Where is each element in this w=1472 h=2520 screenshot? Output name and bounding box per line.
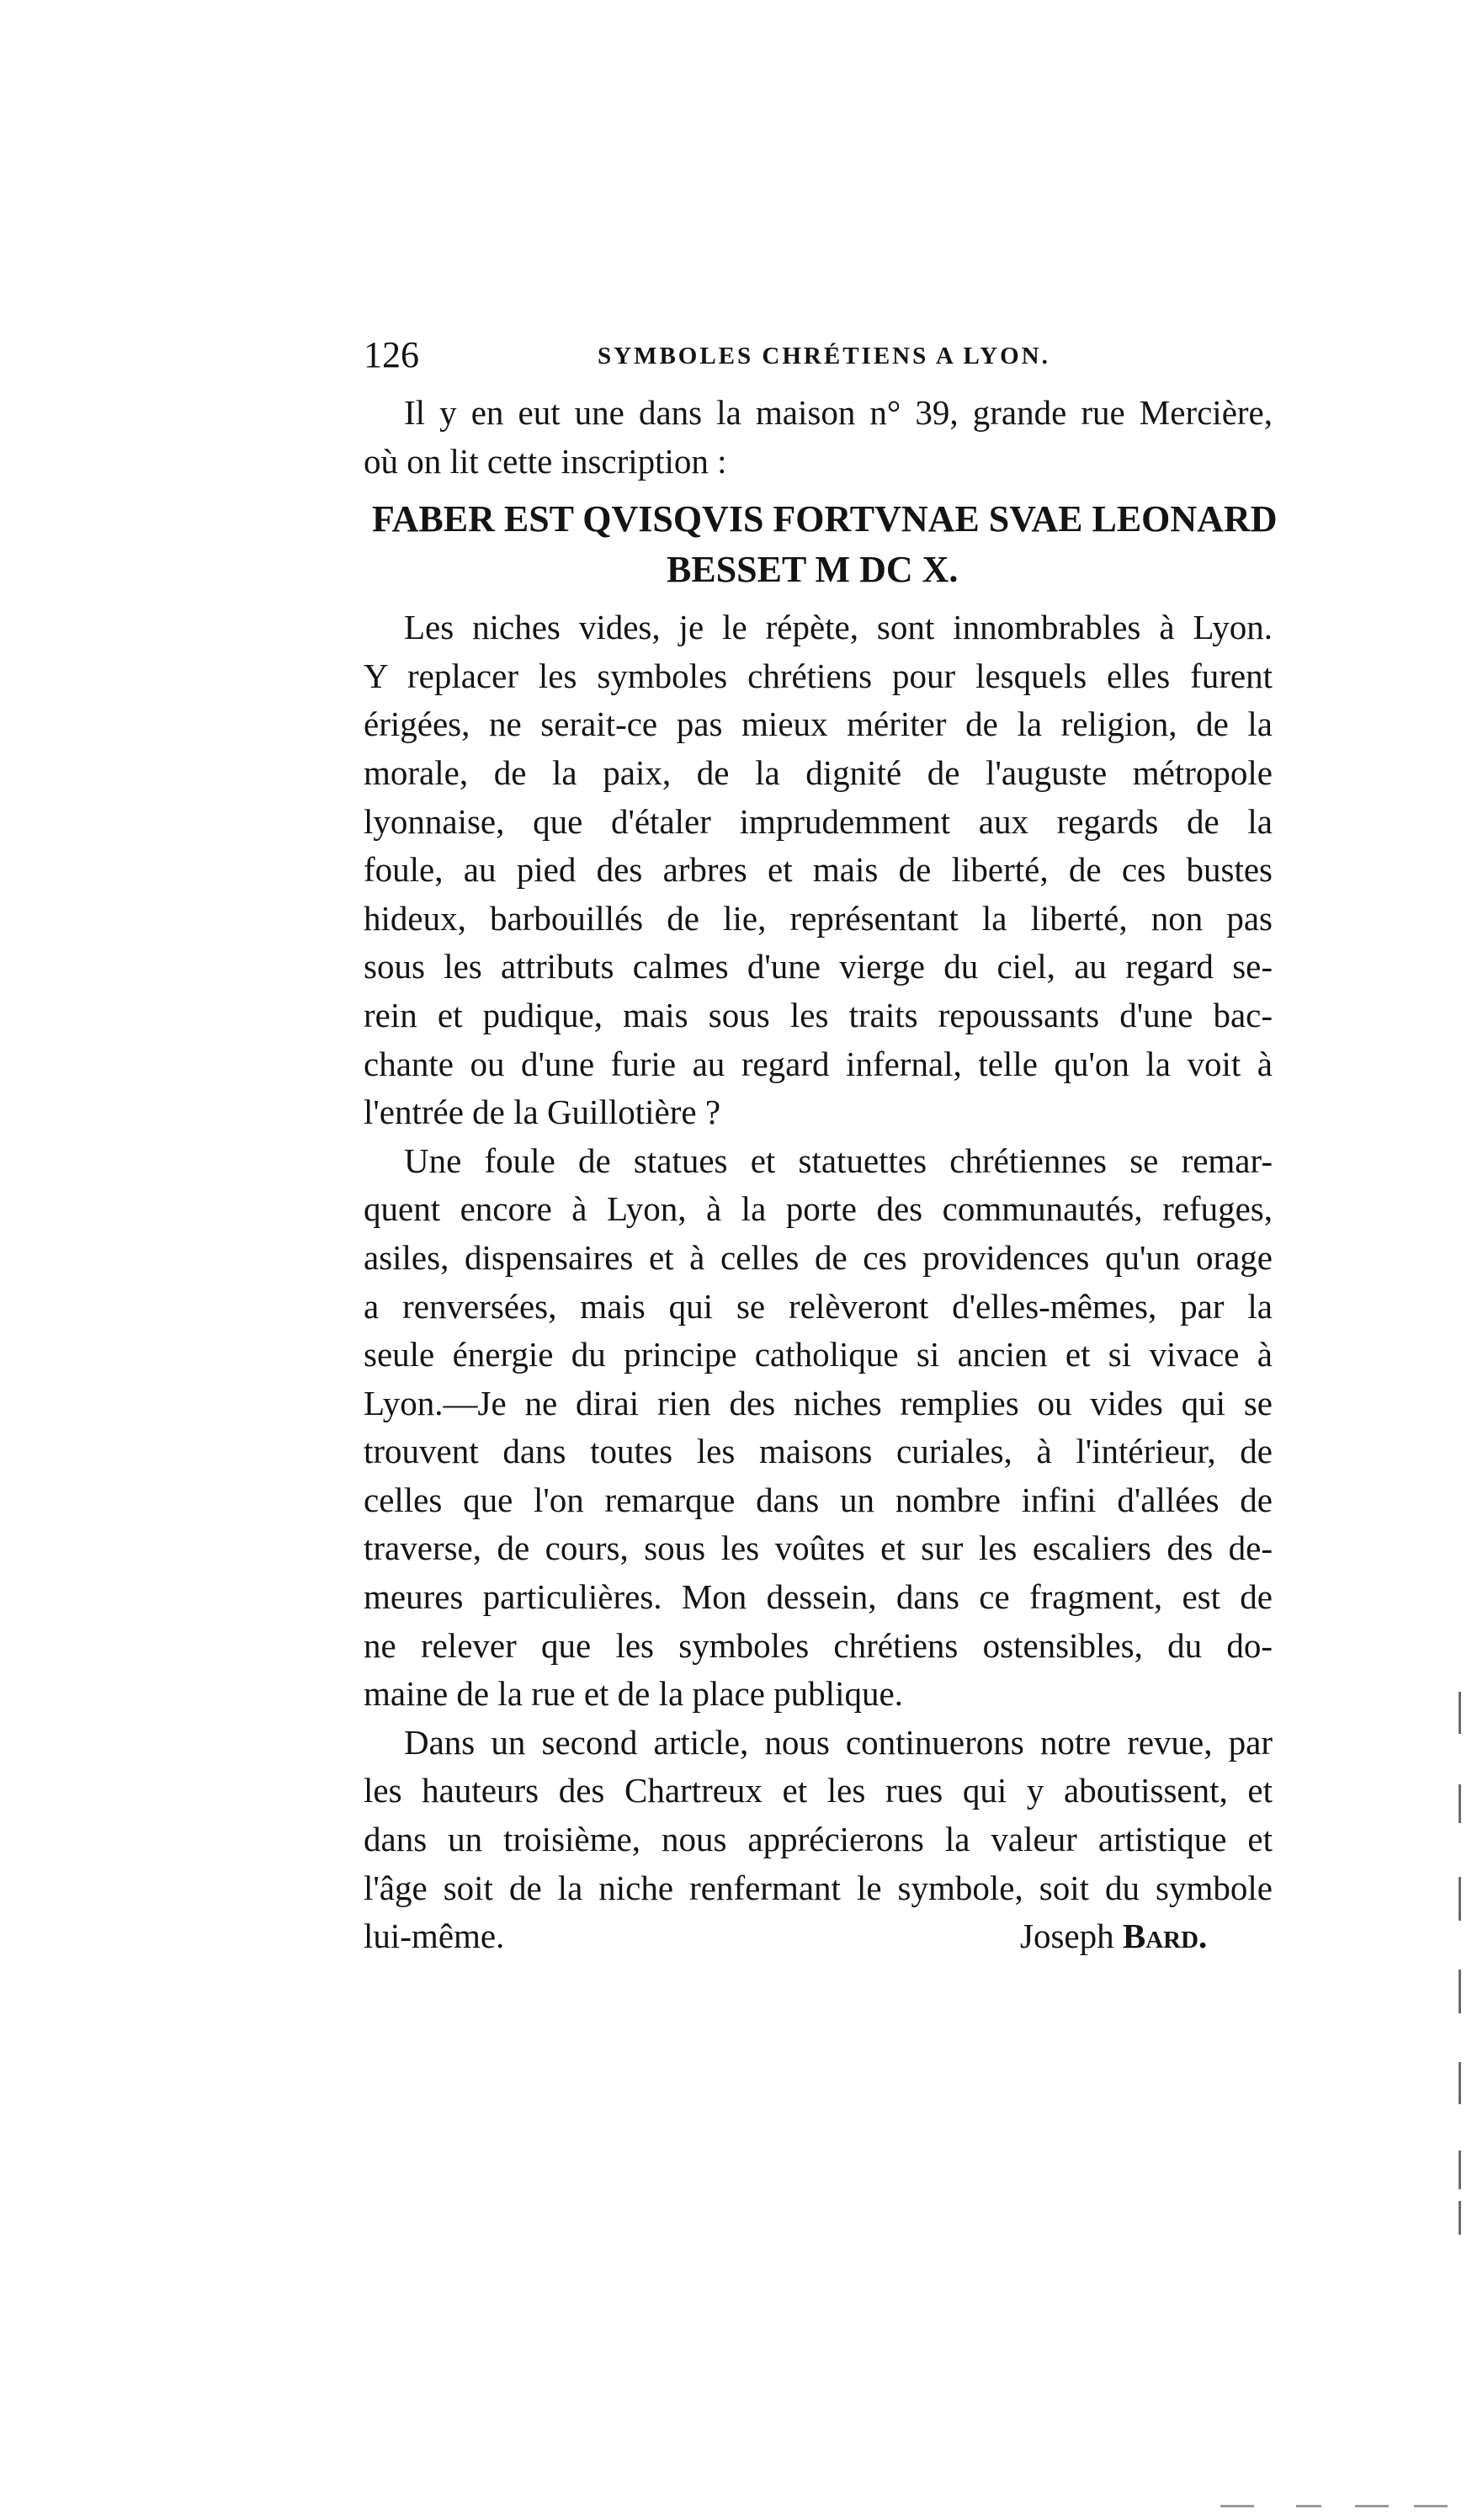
text-line: meures particulières. Mon dessein, dans ce fragment, est de xyxy=(364,1577,1273,1617)
text-line: dans un troisième, nous apprécierons la valeur artistique et xyxy=(364,1820,1273,1859)
scan-mark xyxy=(1459,2062,1461,2104)
text-line: Une foule de statues et statuettes chrétiennes se remar- xyxy=(404,1140,1273,1180)
text-line: asiles, dispensaires et à celles de ces providences qu'un orage xyxy=(364,1237,1273,1277)
inscription xyxy=(364,494,1278,595)
text-line: l'âge soit de la niche renfermant le symbole, soit du symbole xyxy=(364,1868,1273,1907)
text-line: traverse, de cours, sous les voûtes et sur les escaliers des de- xyxy=(364,1528,1273,1568)
text-line: sous les attributs calmes d'une vierge du ciel, au regard se- xyxy=(364,947,1273,986)
author-first-name: Joseph xyxy=(1020,1917,1114,1956)
text-line: lyonnaise, que d'étaler imprudemment aux regards de la xyxy=(364,801,1273,841)
paragraph-second-article xyxy=(364,1719,1273,1961)
text-line: morale, de la paix, de la dignité de l'auguste métropole xyxy=(364,752,1273,792)
scan-mark xyxy=(1459,1970,1461,2013)
text-line: Lyon.—Je ne dirai rien des niches remplies ou vides qui se xyxy=(364,1383,1273,1422)
text-line: foule, au pied des arbres et mais de liberté, de ces bustes xyxy=(364,850,1273,890)
intro-line: où on lit cette inscription : xyxy=(364,441,727,481)
scan-dash xyxy=(1414,2505,1448,2507)
text-line: ne relever que les symboles chrétiens ostensibles, du do- xyxy=(364,1625,1273,1665)
author-last-name: Bard. xyxy=(1122,1917,1208,1956)
text-line: celles que l'on remarque dans un nombre infini d'allées de xyxy=(364,1480,1273,1519)
intro-line: Il y en eut une dans la maison n° 39, grande rue Mercière, xyxy=(404,393,1273,432)
running-head: SYMBOLES CHRÉTIENS A LYON. xyxy=(598,343,1050,369)
page-number: 126 xyxy=(364,334,419,375)
scan-mark xyxy=(1459,1692,1461,1734)
scan-mark xyxy=(1459,1877,1461,1921)
author-signature xyxy=(1020,1912,1207,1961)
margin-scan-marks xyxy=(1459,1692,1464,2239)
text-line: a renversées, mais qui se relèveront d'elles-mêmes, par la xyxy=(364,1286,1273,1326)
scan-dash xyxy=(1296,2505,1321,2507)
text-line: les hauteurs des Chartreux et les rues qui y aboutissent, et xyxy=(364,1771,1273,1810)
inscription-line: FABER EST QVISQVIS FORTVNAE SVAE LEONARD xyxy=(372,498,1278,540)
text-line: Dans un second article, nous continuerons notre revue, par xyxy=(404,1722,1273,1762)
text-line: l'entrée de la Guillotière ? xyxy=(364,1093,721,1132)
text-line: hideux, barbouillés de lie, représentant la liberté, non pas xyxy=(364,898,1273,938)
text-line: quent encore à Lyon, à la porte des communautés, refuges, xyxy=(364,1189,1273,1229)
text-line: érigées, ne serait-ce pas mieux mériter de la religion, de la xyxy=(364,704,1273,744)
text-line: Y replacer les symboles chrétiens pour lesquels elles furent xyxy=(364,656,1273,695)
scan-mark xyxy=(1459,2201,1461,2235)
scan-mark xyxy=(1459,1784,1461,1823)
text-line: chante ou d'une furie au regard infernal, telle qu'on la voit à xyxy=(364,1044,1273,1083)
text-line: seule énergie du principe catholique si ancien et si vivace à xyxy=(364,1335,1273,1374)
scan-dash xyxy=(1220,2505,1254,2507)
scan-dash xyxy=(1355,2505,1389,2507)
bottom-scan-marks xyxy=(1220,2505,1456,2510)
inscription-line: BESSET M DC X. xyxy=(667,549,959,591)
closing-line xyxy=(364,1912,1273,1961)
paragraph-niches-vides xyxy=(364,603,1273,1137)
body-text xyxy=(364,389,1278,1961)
text-line: rein et pudique, mais sous les traits repoussants d'une bac- xyxy=(364,995,1273,1034)
text-line: trouvent dans toutes les maisons curiales, à l'intérieur, de xyxy=(364,1432,1273,1471)
closing-text: lui-même. xyxy=(364,1917,505,1956)
page-header xyxy=(364,330,1273,380)
scan-mark xyxy=(1459,2151,1461,2189)
text-line: Les niches vides, je le répète, sont innombrables à Lyon. xyxy=(404,608,1273,647)
paragraph-statues xyxy=(364,1137,1273,1719)
text-line: maine de la rue et de la place publique. xyxy=(364,1674,903,1714)
